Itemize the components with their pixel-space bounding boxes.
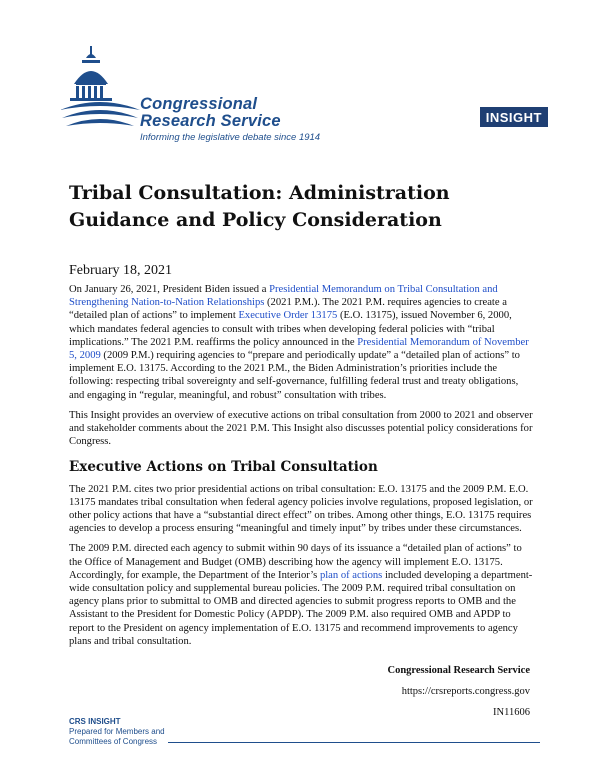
footer-url[interactable]: https://crsreports.congress.gov	[401, 686, 530, 697]
crs-logo	[60, 44, 340, 144]
section-heading: Executive Actions on Tribal Consultation	[69, 459, 378, 476]
crs-insight-title: CRS INSIGHT	[69, 717, 121, 726]
paragraph-intro: On January 26, 2021, President Biden issued a Presidential Memorandum on Tribal Consultation and Strengthening Nation-to-Nation Relationships (2021 P.M.). The 2021 P.M. requires agencies to create a “detailed plan of actions” to implement Executive Order 13175 (E.O. 13175), issued November 6, 2000, which mandates federal agencies to consult with tribes when developing federal policies with “tribal implications.” The 2021 P.M. reaffirms the policy announced in the Presidential Memorandum of November 5, 2009 (2009 P.M.) requiring agencies to “prepare and periodically update” a “detailed plan of actions” to implement E.O. 13175. According to the 2021 P.M., the Biden Administration’s priorities include the following: respecting tribal sovereignty and self-governance, fulfilling federal trust and treaty obligations, and engaging in “regular, meaningful, and robust” consultation with tribes.	[69, 284, 529, 401]
footer-report-id: IN11606	[493, 707, 530, 718]
footer-divider	[168, 742, 540, 743]
document-body	[69, 283, 534, 655]
crs-insight-label	[69, 717, 165, 747]
insight-badge: INSIGHT	[480, 107, 548, 127]
org-tagline: Informing the legislative debate since 1914	[140, 132, 321, 143]
crs-insight-line2: Committees of Congress	[69, 737, 158, 746]
crs-insight-line1: Prepared for Members and	[69, 727, 165, 736]
link-2009-memorandum[interactable]: Presidential Memorandum of November 5, 2009	[69, 336, 529, 362]
paragraph-eo-13175: The 2021 P.M. cites two prior presidential actions on tribal consultation: E.O. 13175 and the 2009 P.M. E.O. 13175 mandates tribal consultation when federal agency policies involve regulations, proposed legislation, or other policy actions that have a “substantial direct effect” on tribes. Among other things, E.O. 13175 requires agencies to develop a process ensuring “meaningful and timely input” by tribes under these circumstances.	[69, 483, 533, 535]
link-executive-order-13175[interactable]: Executive Order 13175	[238, 310, 338, 322]
link-plan-of-actions[interactable]: plan of actions	[319, 569, 383, 581]
org-name-line2: Research Service	[140, 112, 281, 130]
org-name-line1: Congressional	[140, 95, 258, 113]
paragraph-2009-pm: The 2009 P.M. directed each agency to submit within 90 days of its issuance a “detailed plan of actions” to the Office of Management and Budget (OMB) describing how the agency will implement E.O. 13175. Accordingly, for example, the Department of the Interior’s plan of actions included developing a department-wide consultation policy and supplemental bureau policies. The 2009 P.M. required tribal consultation on agency plans prior to submittal to OMB and directed agencies to submit progress reports to OMB and the Assistant to the President for Domestic Policy (APDP). The 2009 P.M. also required OMB and APDP to report to the President on agency implementation of E.O. 13175 and recommend improvements to agency plans and tribal consultation.	[69, 543, 533, 647]
publication-date: February 18, 2021	[69, 263, 173, 278]
link-2021-memorandum[interactable]: Presidential Memorandum on Tribal Consultation and Strengthening Nation-to-Nation Relationships	[69, 284, 498, 309]
capitol-dome-icon	[60, 44, 150, 144]
org-name	[140, 96, 281, 130]
footer-org: Congressional Research Service	[387, 665, 530, 676]
footer-info	[387, 660, 530, 723]
document-title: Tribal Consultation: Administration Guidance and Policy Consideration	[69, 182, 450, 231]
paragraph-overview: This Insight provides an overview of executive actions on tribal consultation from 2000 to 2021 and observer and stakeholder comments about the 2021 P.M. This Insight also discusses potential policy considerations for Congress.	[69, 409, 533, 448]
